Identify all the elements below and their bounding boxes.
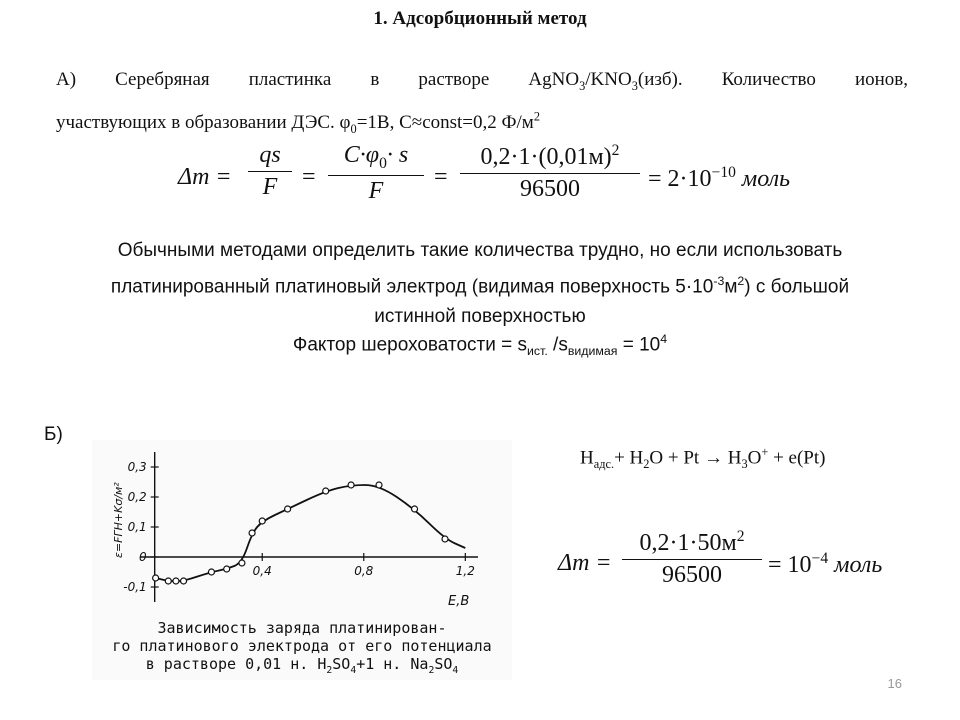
chart-point [165,578,171,584]
paragraph-platinum [40,236,920,332]
chart-y-tick-label: 0,3 [127,460,147,474]
paragraph-line2: платинированный платиновый электрод (видимая поверхность $5\cdot 10^{-3}м^2$) с большой [110,274,850,298]
formula1-eq2: = [434,164,448,190]
slide-title: 1. Адсорбционный метод [373,8,587,29]
section-a-text [56,64,908,145]
chart-point [442,536,448,542]
formula-charge-mass [178,142,798,222]
chart-point [376,482,382,488]
chart-ylabel: ε=FΓH+Kσ/м² [112,482,125,558]
section-a-line2: участвующих в образовании ДЭС. $\varphi_0=1В$, C≈const=0,2 $Ф/м^2$ [56,109,540,136]
chart-point [173,578,179,584]
chart-caption [92,619,512,680]
chart-xlabel: E,B [448,594,470,609]
chart-point [249,530,255,536]
formula2-result: = $10^{-4}$ моль [768,550,883,578]
chart-series-line [156,485,466,581]
formula2-fraction: $0,2\cdot 1\cdot 50м^2$ 96500 [622,528,762,589]
chart-y-tick-label: 0 [139,550,147,564]
paragraph-line3: истинной поверхностью [374,306,586,328]
chart-point [239,560,245,566]
section-a-line1: А) Серебряная пластинка в растворе $AgNO_3/KNO_3(изб)$. Количество ионов, [56,69,908,93]
reaction-equation: $H_{адс.}+ H_2O + Pt \to H_3O^+ + e(Pt)$ [580,445,826,472]
chart-x-tick-label: 0,4 [252,564,272,578]
page-number: 16 [887,676,902,691]
chart-point [285,506,291,512]
chart-point [181,578,187,584]
chart-x-tick-label: 1,2 [455,564,475,578]
chart-x-tick-label: 0,8 [354,564,374,578]
chart-ticks [123,460,475,594]
formula1-eq1: = [302,164,316,190]
chart-point [259,518,265,524]
formula1-frac-numeric: $0,2\cdot 1\cdot(0,01м)^2$ 96500 [460,142,640,203]
formula1-frac-qs: qs F [248,142,292,201]
section-b-label: Б) [44,424,63,445]
chart-y-tick-label: 0,2 [127,490,147,504]
chart-point [208,569,214,575]
caption-line1: Зависимость заряда платинирован- [157,619,447,637]
chart-points [153,482,448,584]
chart-point [323,488,329,494]
chart-point [412,506,418,512]
paragraph-line1: Обычными методами определить такие количества трудно, но если использовать [117,240,843,261]
chart-svg [92,440,512,620]
formula1-lhs: Δm = [178,164,232,190]
chart-point [348,482,354,488]
caption-line2: го платинового электрода от его потенциала [112,637,492,655]
formula1-frac-cphi: $C\cdot\varphi_0\cdot s$ F [328,142,424,205]
caption-line3: в растворе 0,01 н. $H_2SO_4+1$ н. $Na_2SO_4$ [145,655,459,676]
chart-point [153,575,159,581]
roughness-factor: Фактор шероховатости = $s_{ист.}$ $/s_{видимая} = 10^4$ [292,332,668,359]
formula-platinum-mass [558,528,918,608]
formula2-lhs: Δm = [558,550,612,576]
formula1-result: = $2\cdot 10^{-10}$ моль [648,164,791,192]
chart-y-tick-label: 0,1 [127,520,147,534]
chart-point [224,566,230,572]
chart-y-tick-label: -0,1 [123,580,147,594]
